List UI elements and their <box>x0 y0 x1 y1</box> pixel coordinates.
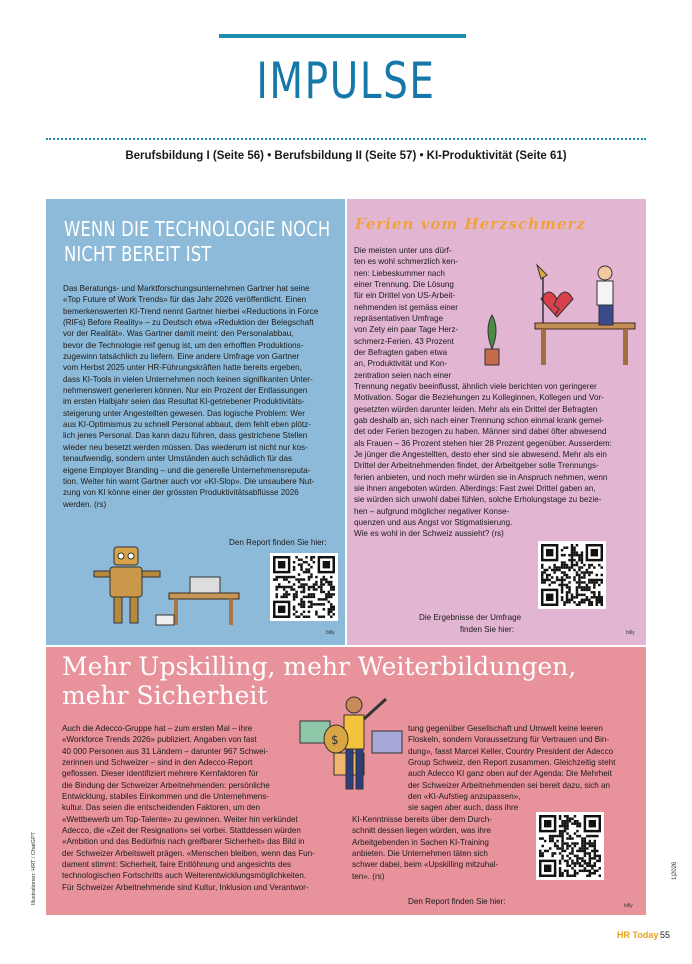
page-number: 55 <box>660 930 671 940</box>
qr-code-graphic-3 <box>539 815 601 877</box>
article-heartbreak-line: ferien anbieten, und noch mehr würden sie in Anspruch nehmen, wenn <box>354 472 608 482</box>
article-upskilling-line: der Schweizer Arbeitnehmenden sei bereit dazu, sich an <box>408 780 611 790</box>
article-heartbreak-line: sie würden sich unwohl dabei fühlen, solche Erholungstage zu bezie- <box>354 495 602 505</box>
article-technology-line: wieder neu besetzt werden müssen. Das wiederum ist nicht nur kos- <box>63 442 308 452</box>
signature-2: billy <box>626 630 635 636</box>
article-upskilling-col2a <box>408 723 632 814</box>
money-bag-illustration <box>294 691 414 801</box>
article-upskilling-line: «Workforce Trends 2026» publiziert. Angaben von fast <box>62 735 257 745</box>
dotted-divider <box>46 138 646 140</box>
article-heartbreak-panel <box>347 199 646 645</box>
article-technology-line: vom Herbst 2025 unter HR-Führungskräften hatte bereits ergeben, <box>63 363 302 373</box>
article-upskilling-line: der Schweizer Arbeitswelt prägen. «Menschen bleiben, wenn das Fun- <box>62 848 315 858</box>
article-heartbreak-line: Motivation. Sogar die Beziehungen zu Kolleginnen, Kollegen und Vor- <box>354 393 604 403</box>
top-accent-line <box>219 34 466 38</box>
section-nav: Berufsbildung I (Seite 56) • Berufsbildung II (Seite 57) • KI-Produktivität (Seite 61) <box>125 150 567 162</box>
article-upskilling-col2b <box>352 814 526 882</box>
article-heartbreak-line: ten es wohl schmerzlich ken- <box>354 257 458 267</box>
article-technology-panel <box>46 199 345 645</box>
qr-code-graphic-1 <box>273 556 335 618</box>
article-heartbreak-line: nen: Liebeskummer nach <box>354 268 445 278</box>
article-upskilling-line: Auch die Adecco-Gruppe hat – zum ersten Mal – ihre <box>62 724 253 733</box>
article-upskilling-line: den «KI-Aufstieg anzupassen», <box>408 792 521 802</box>
svg-text:$: $ <box>331 733 339 747</box>
article-upskilling-line: sie sagen aber auch, dass ihre <box>408 803 519 813</box>
article-technology-line: zung von KI könne einer der grössten Produktivitätsabflüsse 2026 <box>63 488 299 498</box>
article-upskilling-line: «Ambition und das Bedürfnis nach greifbarer Sicherheit» das Bild in <box>62 837 305 847</box>
robot-desk-illustration <box>74 541 254 631</box>
article-upskilling-line: schwer dabei, beim «Upskilling mitzuhal- <box>352 860 499 870</box>
article-heartbreak-line: nehmenden ist gemäss einer <box>354 302 458 312</box>
article-technology-line: bemerkenswerten KI-Trend nennt Gartner hierbei «Reductions in Force <box>63 306 319 316</box>
article-technology-line: vor der Realität». Was Gartner damit meint: den Personalabbau, <box>63 329 294 339</box>
article-technology-body <box>63 283 331 510</box>
signature-1: billy <box>326 630 335 636</box>
illustration-credit: Illustrationen: HRT / ChatGPT <box>31 832 37 905</box>
article-technology-line: «Top Future of Work Trends» für das Jahr 2026 veröffentlicht. Einen <box>63 295 307 305</box>
article-upskilling-line: Floskeln, sondern Voraussetzung für Vertrauen und Bin- <box>408 735 610 745</box>
article-upskilling-line: die Bindung der Schweizer Arbeitnehmenden: persönliche <box>62 780 270 790</box>
article-heartbreak-body <box>354 381 638 540</box>
article-upskilling-line: dung», fasst Marcel Keller, Country President der Adecco <box>408 746 614 756</box>
article-heartbreak-heading: Ferien vom Herzschmerz <box>355 215 586 233</box>
article-technology-line: bevor die Technologie reif genug ist, um den erhofften Produktions- <box>63 340 304 350</box>
article-upskilling-line: kultur. Das seien die entscheidenden Faktoren, um den <box>62 803 260 813</box>
article-upskilling-line: anbieten. Die Unternehmen täten sich <box>352 849 488 859</box>
article-upskilling-line: auch Adecco KI ganz oben auf der Agenda: Die Mehrheit <box>408 769 612 779</box>
article-heartbreak-line: Wie es wohl in der Schweiz aussieht? (rs) <box>354 529 504 539</box>
article-heartbreak-line: Je jünger die Angestellten, desto eher sind sie abwesend. Mehr als ein <box>354 450 607 460</box>
article-technology-line: lich jenes Personal. Das kann dazu führen, dass gestrichene Stellen <box>63 431 308 441</box>
article-technology-qr-caption: Den Report finden Sie hier: <box>229 538 327 547</box>
article-upskilling-line: Für Schweizer Arbeitnehmende sind Kultur, Inklusion und Verantwor- <box>62 882 309 892</box>
article-upskilling-line: dament stimmt: Sicherheit, faire Entlöhnung und angesichts des <box>62 860 292 870</box>
article-technology-line: im ersten Halbjahr seien das Resultat KI-getriebener Produktivitäts- <box>63 397 305 407</box>
article-heartbreak-line: gab deshalb an, sich nach einer Trennung schon einmal krank gemel- <box>354 416 604 426</box>
article-upskilling-line: Adecco, die «Zeit der Resignation» sei vorbei. Stattdessen würden <box>62 826 301 836</box>
article-heartbreak-qr-caption-2: finden Sie hier: <box>460 625 514 634</box>
article-technology-line: dass KI-Tools in vielen Unternehmen noch keinen signifikanten Unter- <box>63 374 313 384</box>
article-upskilling-line: geflossen. Dieser identifiziert mehrere Kernfaktoren für <box>62 769 259 779</box>
article-heartbreak-line: Die meisten unter uns dürf- <box>354 246 452 255</box>
article-upskilling-qr-caption: Den Report finden Sie hier: <box>408 897 506 906</box>
publication-brand: HR Today <box>617 930 659 940</box>
article-technology-line: zugewinn tatsächlich zu liefern. Eine andere Umfrage von Gartner <box>63 352 300 362</box>
article-heartbreak-line: quenzen und aus Angst vor Stigmatisierung. <box>354 518 513 528</box>
article-heartbreak-line: Drittel der Arbeitnehmenden findet, der Arbeitgeber solle Trennungs- <box>354 461 599 471</box>
article-heartbreak-line: für ein Drittel von US-Arbeit- <box>354 291 456 301</box>
article-heartbreak-line: repräsentativen Umfrage <box>354 314 444 324</box>
article-upskilling-line: zerinnen und Schweizer – sind in den Adecco-Report <box>62 758 253 768</box>
article-technology-line: Das Beratungs- und Marktforschungsunternehmen Gartner hat seine <box>63 284 310 293</box>
article-technology-line: nehmenswert generieren können. Nur ein Prozent der Entlassungen <box>63 386 308 396</box>
article-technology-line: werden. (rs) <box>63 499 107 509</box>
article-technology-line: tenaufwendig, sondern unter Umständen auch schädlich für das <box>63 454 293 464</box>
article-technology-line: eigene Employer Branding – und die generelle Unternehmensreputa- <box>63 465 311 475</box>
article-technology-qr-code[interactable] <box>270 553 338 621</box>
article-heartbreak-qr-caption-1: Die Ergebnisse der Umfrage <box>419 613 522 622</box>
issue-label: 1|2026 <box>672 861 678 880</box>
article-upskilling-line: schnitt dessen liegen würden, was ihre <box>352 826 492 836</box>
article-upskilling-panel <box>46 647 646 915</box>
article-heartbreak-line: schmerz-Ferien. 43 Prozent <box>354 336 454 346</box>
article-technology-line: aus KI-Optimismus zu schnell Personal abbaut, dem fehlt eben plötz- <box>63 420 311 430</box>
article-upskilling-line: «Wettbewerb um Top-Talente» zu gewinnen. Weiter hin verkündet <box>62 814 298 824</box>
article-heartbreak-line: hen – aufgrund möglicher negativer Konse- <box>354 506 510 516</box>
article-upskilling-line: tung gegenüber Gesellschaft und Umwelt keine leeren <box>408 724 603 733</box>
article-upskilling-line: ten». (rs) <box>352 871 385 881</box>
article-upskilling-line: KI-Kenntnisse bereits über dem Durch- <box>352 815 492 824</box>
article-upskilling-line: 40 000 Personen aus 31 Ländern – darunter 967 Schwei- <box>62 746 269 756</box>
article-heartbreak-line: der Befragten gaben etwa <box>354 348 448 358</box>
article-heartbreak-body-intro <box>354 245 472 381</box>
article-heartbreak-line: Trennung negativ beeinflusst, ähnlich viele berichten von geringerer <box>354 382 597 391</box>
article-technology-line: steigerung unter Angestellten gewesen. Das logische Problem: Wer <box>63 408 305 418</box>
article-heartbreak-line: zentration seien nach einer <box>354 370 452 380</box>
page-title: IMPULSE <box>256 52 436 110</box>
article-heartbreak-line: sie ihnen angeboten würden. Allerdings: Fast zwei Drittel gaben an, <box>354 484 596 494</box>
article-heartbreak-line: als Frauen – 36 Prozent stehen hier 28 Prozent gegenüber. Ausserdem: <box>354 438 612 448</box>
article-upskilling-qr-code[interactable] <box>536 812 604 880</box>
article-technology-heading: WENN DIE TECHNOLOGIE NOCH NICHT BEREIT IST <box>64 217 331 266</box>
article-technology-line: (RIFs) Before Reality» – zu Deutsch etwa «Reduktion der Belegschaft <box>63 318 314 328</box>
heartbreak-illustration <box>481 259 641 371</box>
article-upskilling-line: Arbeitgebenden in Sachen KI-Training <box>352 837 489 847</box>
qr-code-graphic-2 <box>541 544 603 606</box>
article-upskilling-line: technologischen Fortschritts auch Weiterentwicklungsmöglichkeiten. <box>62 871 307 881</box>
article-technology-line: tion. Weiter hin warnt Gartner auch vor «KI-Slop». Die unsaubere Nut- <box>63 476 315 486</box>
signature-3: billy <box>624 903 633 909</box>
article-upskilling-heading: Mehr Upskilling, mehr Weiterbildungen, mehr Sicherheit <box>62 652 577 710</box>
article-heartbreak-line: einer Trennung. Die Lösung <box>354 280 454 290</box>
article-heartbreak-line: det oder Ferien bezogen zu haben. Männer sind dabei öfter abwesend <box>354 427 607 437</box>
article-upskilling-line: Group Schweiz, den Report zusammen. Gleichzeitig steht <box>408 758 616 768</box>
article-upskilling-line: Entwicklung, stabiles Einkommen und die Unternehmens- <box>62 792 269 802</box>
article-heartbreak-line: von Zety ein paar Tage Herz- <box>354 325 459 335</box>
article-heartbreak-qr-code[interactable] <box>538 541 606 609</box>
article-heartbreak-line: an, Produktivität und Kon- <box>354 359 448 369</box>
article-heartbreak-line: gesetzten würden darunter leiden. Mehr als ein Drittel der Befragten <box>354 404 598 414</box>
